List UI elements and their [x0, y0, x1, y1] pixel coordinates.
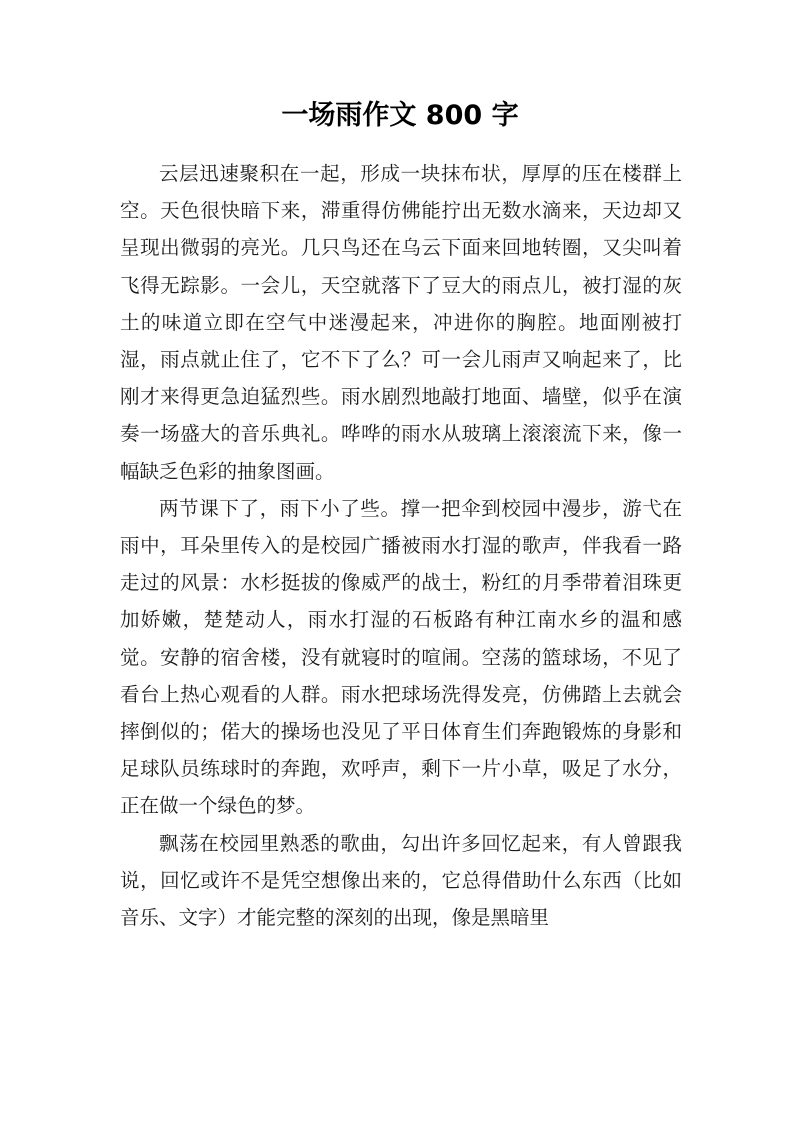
- essay-paragraph-3: 飘荡在校园里熟悉的歌曲，勾出许多回忆起来，有人曾跟我说，回忆或许不是凭空想像出来的，它总得借助什么东西（比如音乐、文字）才能完整的深刻的出现，像是黑暗里: [120, 831, 682, 930]
- essay-body: [120, 155, 682, 936]
- essay-paragraph-1: 云层迅速聚积在一起，形成一块抹布状，厚厚的压在楼群上空。天色很快暗下来，滞重得仿佛能拧出无数水滴来，天边却又呈现出微弱的亮光。几只鸟还在乌云下面来回地转圈，又尖叫着飞得无踪影。一会儿，天空就落下了豆大的雨点儿，被打湿的灰土的味道立即在空气中迷漫起来，冲进你的胸腔。地面刚被打湿，雨点就止住了，它不下了么？可一会儿雨声又响起来了，比刚才来得更急迫猛烈些。雨水剧烈地敲打地面、墙壁，似乎在演奏一场盛大的音乐典礼。哗哗的雨水从玻璃上滚滚流下来，像一幅缺乏色彩的抽象图画。: [120, 162, 682, 483]
- essay-paragraph-2: 两节课下了，雨下小了些。撑一把伞到校园中漫步，游弋在雨中，耳朵里传入的是校园广播被雨水打湿的歌声，伴我看一路走过的风景：水杉挺拔的像威严的战士，粉红的月季带着泪珠更加娇嫩，楚楚动人，雨水打湿的石板路有种江南水乡的温和感觉。安静的宿舍楼，没有就寝时的喧闹。空荡的篮球场，不见了看台上热心观看的人群。雨水把球场洗得发亮，仿佛踏上去就会摔倒似的；偌大的操场也没见了平日体育生们奔跑锻炼的身影和足球队员练球时的奔跑，欢呼声，剩下一片小草，吸足了水分，正在做一个绿色的梦。: [120, 496, 682, 818]
- document-title: 一场雨作文 800 字: [281, 100, 519, 131]
